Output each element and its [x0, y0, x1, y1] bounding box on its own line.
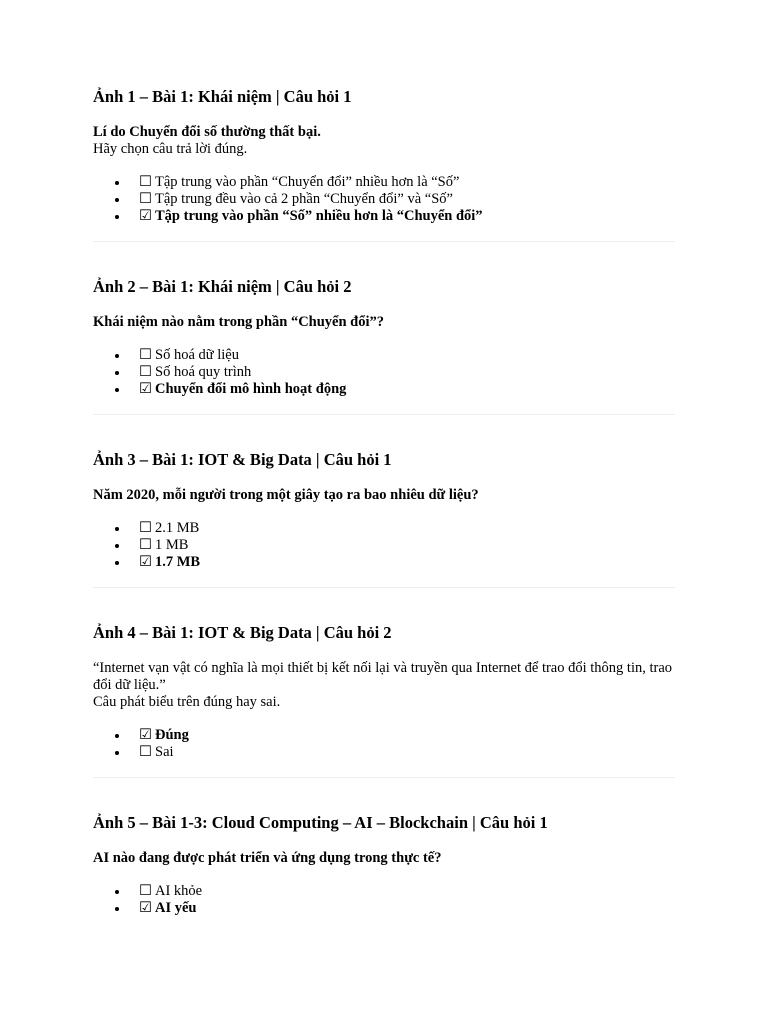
answer-option — [115, 883, 675, 900]
unchecked-box-icon: ☐ — [139, 347, 152, 363]
checked-box-icon: ☑ — [139, 208, 152, 224]
quiz-section-3 — [93, 449, 675, 588]
answer-option-correct — [115, 900, 675, 917]
answer-option — [115, 174, 675, 191]
answer-option — [115, 364, 675, 381]
answer-text: Tập trung vào phần “Chuyển đổi” nhiều hơn là “Số” — [155, 174, 460, 190]
checked-box-icon: ☑ — [139, 727, 152, 743]
section-title: Ảnh 5 – Bài 1-3: Cloud Computing – AI – Blockchain | Câu hỏi 1 — [93, 813, 548, 832]
answer-text: Tập trung đều vào cả 2 phần “Chuyển đổi” và “Số” — [155, 191, 453, 207]
answer-option — [115, 520, 675, 537]
answer-list — [93, 727, 675, 761]
unchecked-box-icon: ☐ — [139, 520, 152, 536]
answer-text: Số hoá dữ liệu — [155, 347, 239, 363]
answer-option — [115, 537, 675, 554]
question — [93, 660, 675, 711]
answer-option — [115, 744, 675, 761]
section-title: Ảnh 1 – Bài 1: Khái niệm | Câu hỏi 1 — [93, 87, 352, 106]
checked-box-icon: ☑ — [139, 900, 152, 916]
question-prompt: AI nào đang được phát triển và ứng dụng trong thực tế? — [93, 850, 442, 866]
question — [93, 850, 675, 867]
answer-text: Đúng — [155, 727, 189, 743]
answer-list — [93, 883, 675, 917]
quiz-section-2 — [93, 276, 675, 415]
answer-list — [93, 347, 675, 398]
answer-option-correct — [115, 554, 675, 571]
unchecked-box-icon: ☐ — [139, 191, 152, 207]
question-instruction: Hãy chọn câu trả lời đúng. — [93, 141, 248, 157]
question-prompt: Lí do Chuyển đổi số thường thất bại. — [93, 124, 321, 140]
question-prompt: Khái niệm nào nằm trong phần “Chuyển đổi”? — [93, 314, 385, 330]
section-divider — [93, 414, 675, 415]
answer-text: 2.1 MB — [155, 520, 200, 536]
unchecked-box-icon: ☐ — [139, 364, 152, 380]
quiz-section-5 — [93, 812, 675, 917]
unchecked-box-icon: ☐ — [139, 744, 152, 760]
unchecked-box-icon: ☐ — [139, 883, 152, 899]
question — [93, 314, 675, 331]
answer-text: AI yếu — [155, 900, 197, 916]
answer-text: 1.7 MB — [155, 554, 201, 570]
document-content — [93, 86, 675, 917]
answer-option-correct — [115, 381, 675, 398]
answer-option — [115, 347, 675, 364]
section-divider — [93, 241, 675, 242]
answer-text: AI khỏe — [155, 883, 203, 899]
question-instruction: Câu phát biểu trên đúng hay sai. — [93, 694, 281, 710]
section-title: Ảnh 3 – Bài 1: IOT & Big Data | Câu hỏi 1 — [93, 450, 392, 469]
answer-text: Sai — [155, 744, 174, 760]
question — [93, 487, 675, 504]
question-statement: “Internet vạn vật có nghĩa là mọi thiết bị kết nối lại và truyền qua Internet để trao đổi thông tin, trao đổi dữ liệu.” — [93, 660, 673, 693]
question-prompt: Năm 2020, mỗi người trong một giây tạo ra bao nhiêu dữ liệu? — [93, 487, 479, 503]
answer-list — [93, 520, 675, 571]
answer-text: 1 MB — [155, 537, 189, 553]
section-divider — [93, 587, 675, 588]
answer-list — [93, 174, 675, 225]
answer-text: Tập trung vào phần “Số” nhiều hơn là “Chuyển đổi” — [155, 208, 483, 224]
checked-box-icon: ☑ — [139, 554, 152, 570]
section-title: Ảnh 4 – Bài 1: IOT & Big Data | Câu hỏi 2 — [93, 623, 392, 642]
quiz-section-1 — [93, 86, 675, 242]
unchecked-box-icon: ☐ — [139, 537, 152, 553]
answer-option-correct — [115, 727, 675, 744]
quiz-section-4 — [93, 622, 675, 778]
answer-text: Chuyển đổi mô hình hoạt động — [155, 381, 347, 397]
unchecked-box-icon: ☐ — [139, 174, 152, 190]
answer-option-correct — [115, 208, 675, 225]
answer-option — [115, 191, 675, 208]
section-divider — [93, 777, 675, 778]
section-title: Ảnh 2 – Bài 1: Khái niệm | Câu hỏi 2 — [93, 277, 352, 296]
question — [93, 124, 675, 158]
answer-text: Số hoá quy trình — [155, 364, 252, 380]
checked-box-icon: ☑ — [139, 381, 152, 397]
